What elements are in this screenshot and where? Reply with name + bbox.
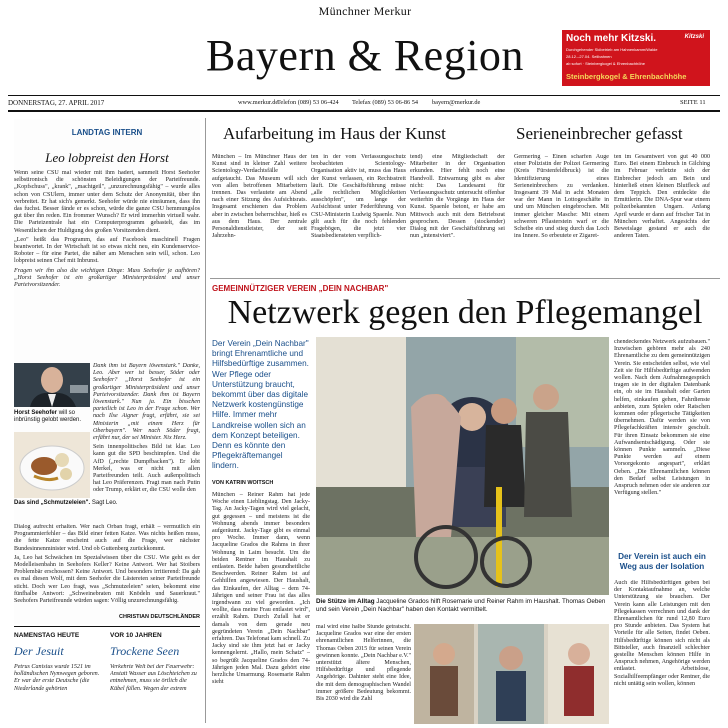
story1-headline: Aufarbeitung im Haus der Kunst [223, 124, 446, 143]
section-title: Bayern & Region [206, 31, 524, 80]
left-p6: Dialog aufrecht erhalten. Wer nach Orban fragt, erhält – vermutlich ein Programmierfehler – das Bild einer fetten Katze. Was nichts heißen muss, die fette Katze erscheint auch auf die Frage, wer nächster Bundesinnenminister wird. Und ob Guttenberg zurückkommt. [14, 524, 200, 552]
main-lead: Der Verein „Dein Nachbar" bringt Ehrenamtliche und Hilfsbedürftige zusammen. Wer Pflege oder Unterstützung braucht, bekommt über das digitale Netzwerk kostengünstige Hilfe. Immer mehr Landkreise wollen sich an dem Konzept beteiligen. Denn es könnte den Pflegekräftemangel lindern. [212, 339, 309, 471]
story2-col1: Germering – Einen scharfen Auge einer Polizistin der Polizei Germering (Kreis Fürstenfeldbruck) ist die Identifizierung eines Serieneinbrechers zu verdanken. Insgesamt 39 Mal in acht Monaten war der Mann in Lottogeschäfte in und um München eingebrochen. Mit immer gleicher Masche: Mit einem schweren Pflasterstein warf er die Scheibe ein und stieg durch das Loch ins Innere. So erbeutete er Zigaret- [514, 154, 609, 240]
main-caption-text: Jacqueline Grados hilft Rosemarie und Reiner Rahm im Haushalt. Thomas Oeben und sein Verein „Dein Nachbar" haben den Kontakt vermittelt. [316, 598, 606, 613]
ad-line1: Durchgehender Skibetrieb am Hahnenkamm/Walde [566, 47, 658, 52]
namenstag-text: Petrus Canisius wurde 1521 im holländischen Nymwegen geboren. Er war der erste Deutsche (die Niederlande gehörten [14, 664, 100, 692]
kitzski-ad[interactable] [562, 30, 710, 86]
main-body-col4: Auch die Hilfsbedürftigen geben bei der Kontaktaufnahme an, welche Unterstützung sie brauchen. Der Verein kann alle Leistungen mit den Pflegekassen verrechnen und dank der Ehrenamtlichen für rund 12,80 Euro pro Stunde anbieten. Das System hat Vorteile für alle Seiten, findet Oeben. Hilfsbedürftige können sich nicht als Bittsteller, auch finanziell schlechter gestellte Menschen können Hilfe in Anspruch nehmen, Angehörige werden entlastet. Arbeitslose, Sozialhilfeempfänger oder Rentner, die nicht untätig sein wollen, können [614, 580, 710, 687]
left-p3: Fragen wir ihn also die wichtigen Dinge: Muss Seehofer je aufhören? „Horst Seehofer ist ein großartiger Ministerpräsident und unser Parteivorsitzender. [14, 267, 200, 289]
left-article-bottom [14, 524, 200, 612]
schweinebraten-photo-art [14, 432, 90, 498]
main-caption-title: Die Stütze im Alltag [316, 598, 375, 605]
left-p5: Sein innenpolitisches Bild ist klar. Leo kann gut die SPD beschimpfen. Und die AfD („rechte Dumpfbacken"). Er lobt Merkel, was er nicht mit allen Parteifreunden teilt. Auch außenpolitisch hat Leo Präferenzen. Fragt man nach Putin oder Trump, erklärt er, die CSU wolle den [93, 444, 200, 494]
ad-title: Noch mehr Kitzski. [566, 33, 657, 44]
main-photo [316, 337, 609, 595]
ad-line3: ab sofort · Steinbergkogel & Ehrenbachhöhe [566, 61, 645, 66]
main-story-rule [210, 278, 720, 279]
seehofer-caption-text: will so inbrünstig gelobt werden. [14, 410, 82, 423]
ad-line2: 28.12.–27.04. Seilbahnen [566, 54, 612, 59]
vor10jahren-kicker: VOR 10 JAHREN [110, 632, 162, 639]
page-number: SEITE 11 [680, 99, 706, 106]
main-photo-caption [316, 598, 609, 613]
issue-date: DONNERSTAG, 27. APRIL 2017 [8, 99, 105, 107]
left-author: CHRISTIAN DEUTSCHLÄNDER [119, 614, 200, 620]
infobar-top-rule [8, 95, 720, 96]
story1-col3: tend) eine Mitgliedschaft der Mitarbeiter in der Organisation erkunden. Hier fehlt noch eine Handvoll. Entwarnung gibt es aber nicht: Das Landesamt für Verfassungsschutz untersucht offenbar weiterhin die Vorgänge im Haus der Kunst. Spaenle betont, er habe am Mittwoch auch mit dem Betriebsrat gesprochen. Dessen (stockender) Dialog mit der Geschäftsführung sei nun „intensiviert". [410, 154, 505, 240]
schweinebraten-caption [14, 500, 200, 507]
masthead-paper-name: Münchner Merkur [318, 4, 412, 18]
left-p7: Ja, Leo hat Schwächen im Spezialwissen über die CSU. Wie geht es der Modelleisenbahn in Seehofers Keller? Keine Antwort. Wer hat Stoibers Problembär erschossen? Keine Antwort. Und besonders irritierend: Da gab es mal diesen Wolf, mit dem Seehofer die Lästereien seiner Parteifreunde sticht. Doch wer Leo fragt, was „Schmutzeleien" seien, bekommt eine fünfhalbe Antwort: „Schweinebraten mit Knödeln und Sauerkraut." Seehofers Parteifreunde würden sagen: Völlig unzurechnungsfähig. [14, 554, 200, 605]
seehofer-photo [14, 363, 90, 407]
schweinebraten-caption-text: Sagt Leo. [91, 500, 118, 506]
story1-col1: München – Im Münchner Haus der Kunst sind in kleiner Zahl weitere Scientology-Verdachtsfälle aufgetaucht. Das Museum will sich von allen betroffenen Mitarbeitern trennen. Das verlautete am Abend nach einer Sitzung des Aufsichtsrats. Insgesamt erschienen das Problem aber in zwischen beherrschbar, hieß es aus dem Haus. Der zentrale Personaldienstleister, der seit Jahrzehn- [212, 154, 307, 240]
infobar-bottom-rule [8, 110, 720, 112]
seehofer-photo-art [14, 363, 90, 407]
vor10jahren-text: Verkehrte Welt bei der Feuerwehr: Anstatt Wasser aus Löschteichen zu entnehmen, muss sie örtlich die Kübel füllen. Wegen der extrem [110, 664, 197, 692]
schweinebraten-photo [14, 432, 90, 498]
namenstag-kicker: NAMENSTAG HEUTE [14, 632, 80, 639]
left-p4: Dank ihm ist Bayern löwenstark." Danke, Leo. Aber wer ist besser, Söder oder Seehofer? „Horst Seehofer ist ein großartiger Ministerpräsident und unser Parteivorsitzender. Dank ihm ist Bayern löwenstark." Nun ja. Ein bisschen parteilich ist Leo in der Frage schon. Wer nach Ilse Aigner fragt, erfährt, sie sei Ministerin „mit einem Herz für Oberbayern". Wer nach Söder fragt, erfährt nur, der sei Minister. Nix Herz. [93, 363, 200, 442]
story2-col2: ten im Gesamtwert von gut 40 000 Euro. Bei einem Einbruch in Gilching im Februar verletzte sich der Einbrecher jedoch am Bein und hinterließ einen kleinen Blutfleck auf dem Teppich. Den entdeckte die Ermittlerin. Die DNA-Spur war einem polizeibekannten Ungarn. Anfang April wurde er dann auf frischer Tat in München verhaftet. Angesichts der Beweislage gestand er auch die anderen Taten. [614, 154, 710, 240]
seehofer-caption [14, 410, 90, 424]
left-p1: Wenn seine CSU mal wieder mit ihm hadert, sammelt Horst Seehofer selbstironisch die schönsten Beleidigungen der Parteifreunde. „Kopfschuss", „krank", „machtgeil", „unzurechnungsfähig" – wurde alles schon von CSUlern, immer unter dem Schutz der Anonymität, über ihn verbreitet. Er hat sich's gemerkt. Seehofer würde nie einräumen, dass ihn das fuchst. Besser fände er es schon, würde die ganze CSU hemmungslos gut über ihn reden. Ein frommer Wunsch? Er wird immerhin virtuell wahr. Die Parteizentrale hat ein Computerprogramm gebastelt, das im Wesentlichen der Huldigung des großen Vorsitzenden dient. [14, 170, 200, 234]
seehofer-caption-name: Horst Seehofer [14, 410, 58, 416]
ad-brand: Kitzski [684, 34, 704, 40]
left-article-top [14, 170, 200, 359]
ad-footer: Steinbergkogel & Ehrenbachhöhe [566, 72, 687, 81]
main-body-col1: München – Reiner Rahm hat jede Woche einen Lieblingstag. Den Jacky-Tag. An Jacky-Tagen wird viel gelacht, gut gegessen – und meistens ist die Wohnung abends immer besonders aufgeräumt. Jacky-Tage gibt es einmal pro Woche. Immer dann, wenn Jacqueline Grados die Rahms in ihrer Wohnung in Laim besucht. Um die beiden Rentner im Haushalt zu entlasten. Beide haben gesundheitliche Beschwerden. Reiner Rahm ist auf Gehhilfen angewiesen. Der Haushalt, das Einkaufen, der Alltag – dem 74-Jährigen und seiner Frau ist das alles irgendwann zu viel geworden. „Ich wollte, dass meine Frau entlastet wird", erzählt Rahm. Durch Zufall hat er damals von dem gerade neu gegründeten Verein „Dein Nachbar" erfahren. Das Telefonat kam schnell. Zu Jacky sind sie ihm jetzt hat er Jacky kennengelernt. „Hallo, mein Schatz" – so begrüßt Jacqueline Grados den 74-Jährigen jeden Mal. Dazu gehört eine herzliche Umarmung. Rosemarie Rahm sieht [212, 492, 310, 686]
left-headline: Leo lobpreist den Horst [45, 150, 169, 165]
main-subhead: Der Verein ist auch ein Weg aus der Isolation [618, 552, 706, 571]
main-kicker: GEMEINNÜTZIGER VEREIN „DEIN NACHBAR" [212, 284, 389, 293]
column-divider [205, 118, 206, 723]
bottom-left-rule [14, 626, 200, 627]
story2-headline: Serieneinbrecher gefasst [516, 124, 683, 143]
vor10jahren-headline: Trockene Seen [110, 644, 180, 658]
schweinebraten-caption-name: Das sind „Schmutzeleien". [14, 500, 91, 506]
main-byline: VON KATRIN WOITSCH [212, 480, 274, 486]
namenstag-headline: Der Jesuit [14, 644, 64, 658]
contact-phone: Telefon (089) 53 06-424 [277, 99, 339, 106]
left-article-wrap [93, 363, 200, 499]
contact-email[interactable]: bayern@merkur.de [432, 99, 481, 106]
left-kicker: LANDTAG INTERN [71, 128, 143, 137]
helper-collage-art [414, 624, 609, 724]
main-body-col2: mal wird eine halbe Stunde getratscht. Jacqueline Grados war eine der ersten ehrenamtlichen Helferinnen, die Thomas Oeben 2015 für seinen Verein gewinnen konnte. „Dein Nachbar e.V." unterstützt ältere Menschen, Hilfsbedürftige und pflegende Angehörige. Dahinter steht eine Idee, die mit dem demographischen Wandel immer größere Bedeutung bekommt. Bis 2030 wird die Zahl [316, 624, 411, 703]
main-body-col3: chendeckendes Netzwerk aufzubauen." Inzwischen gehören mehr als 240 Ehrenamtliche zu dem gemeinnützigen Verein. Sie entscheiden selbst, wie viel Zeit sie für Hilfsbedürftige aufwenden wollen. Nach dem Aufnahmegespräch tragen sie in der digitalen Datenbank ein, ob sie im Haushalt oder Garten helfen, einkaufen gehen, Fahrdienste anbieten, zum Spielen oder Ratschen kommen oder pflegerische Tätigkeiten übernehmen. Dafür werden sie von Pflegefachkräften intensiv geschult. Für ihren Einsatz bekommen sie eine Aufwandsentschädigung. Oder sie können Punkte sammeln. „Diese Punkte werden auf einem Vorsorgekonto angespart", erklärt Oeben. „Die Ehrenamtlichen können den Bedarf selbst Leistungen in Anspruch nehmen oder sie anderen zur Verfügung stellen." [614, 339, 710, 497]
story1-col2: ten in der vom Verfassungsschutz beobachteten Scientology-Organisation aktiv ist, muss das Haus der Kunst verlassen, ein Rechtsstreit läuft. Die Geschäftsführung müsse „alle rechtlichen Möglichkeiten ausschöpfen", um lange der Aufsichtsrat unter Federführung von CSU-Ministerin Ludwig Spaenle. Nun gilt auch für die noch fehlenden Fragebögen, die jetzt vier Staatsbediensteten verpflich- [311, 154, 406, 240]
contact-fax: Telefax (089) 53 06-86 54 [352, 99, 419, 106]
main-photo-art [316, 337, 609, 595]
contact-web[interactable]: www.merkur.de [238, 99, 279, 106]
helper-collage-photo [414, 624, 609, 724]
main-headline: Netzwerk gegen den Pflegemangel [227, 294, 703, 331]
left-p2: „Leo" heißt das Programm, das auf Facebook maschinell Fragen beantwortet. In der Wirtschaft ist so etwas nicht neu, ein Kundenservice-Roboter – für eine Partei, die näher am Menschen sein will, schon. Leo lobpreist seinen Chef mit Inbrunst. [14, 236, 200, 265]
